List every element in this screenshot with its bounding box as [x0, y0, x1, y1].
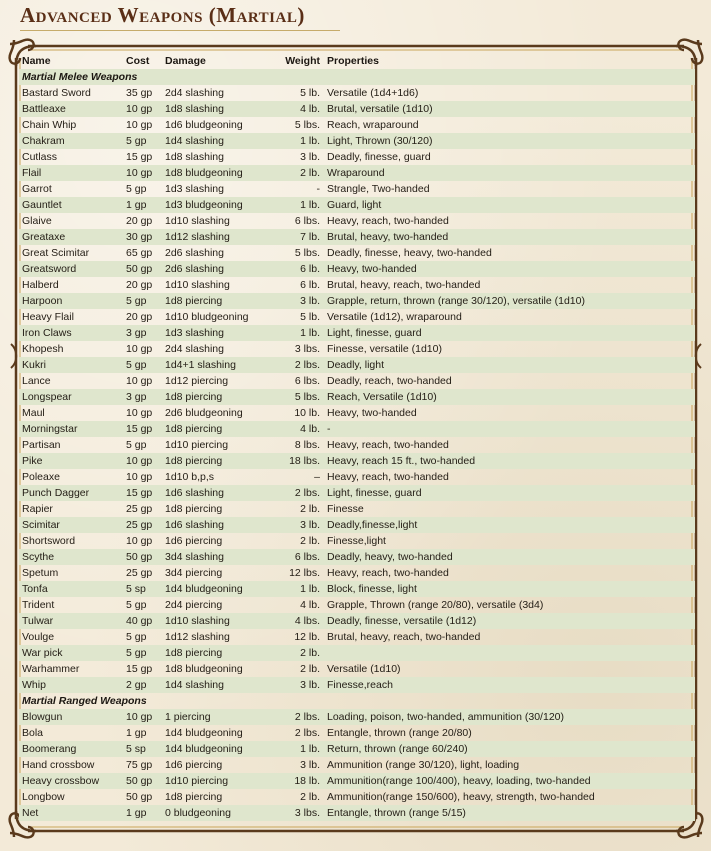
cell-cost: 15 gp: [126, 663, 153, 675]
cell-properties: Heavy, reach 15 ft., two-handed: [327, 455, 476, 467]
cell-weight: 1 lb.: [300, 199, 320, 211]
cell-weight: 6 lbs.: [294, 551, 320, 563]
cell-weight: 5 lbs.: [294, 391, 320, 403]
cell-damage: 1d8 slashing: [165, 151, 224, 163]
cell-cost: 10 gp: [126, 167, 153, 179]
cell-weight: -: [316, 183, 320, 195]
cell-damage: 2d6 slashing: [165, 263, 224, 275]
table-row: [19, 741, 695, 757]
table-row: [19, 197, 695, 213]
cell-damage: 1d10 slashing: [165, 615, 230, 627]
table-row: [19, 501, 695, 517]
cell-name: Lance: [22, 375, 51, 387]
cell-properties: Deadly, heavy, two-handed: [327, 551, 453, 563]
table-row: [19, 757, 695, 773]
cell-weight: 1 lb.: [300, 135, 320, 147]
cell-cost: 1 gp: [126, 807, 147, 819]
cell-weight: 1 lb.: [300, 583, 320, 595]
table-row: [19, 661, 695, 677]
table-row: [19, 805, 695, 821]
cell-name: Shortsword: [22, 535, 76, 547]
page-title: Advanced Weapons (Martial): [20, 3, 305, 27]
cell-cost: 75 gp: [126, 759, 153, 771]
table-row: [19, 293, 695, 309]
cell-properties: Guard, light: [327, 199, 382, 211]
cell-damage: 1d4+1 slashing: [165, 359, 236, 371]
cell-damage: 2d4 piercing: [165, 599, 223, 611]
cell-name: Punch Dagger: [22, 487, 90, 499]
cell-name: Cutlass: [22, 151, 58, 163]
cell-weight: 6 lb.: [300, 279, 320, 291]
cell-properties: Deadly, reach, two-handed: [327, 375, 452, 387]
cell-damage: 1d8 piercing: [165, 791, 223, 803]
cell-cost: 40 gp: [126, 615, 153, 627]
cell-properties: Grapple, return, thrown (range 30/120), versatile (1d10): [327, 295, 585, 307]
cell-damage: 1d8 piercing: [165, 503, 223, 515]
cell-properties: Light, Thrown (30/120): [327, 135, 433, 147]
cell-weight: 2 lb.: [300, 535, 320, 547]
cell-cost: 5 gp: [126, 135, 147, 147]
cell-properties: Light, finesse, guard: [327, 327, 422, 339]
cell-damage: 1d10 slashing: [165, 279, 230, 291]
cell-name: Tulwar: [22, 615, 54, 627]
cell-damage: 1d6 piercing: [165, 759, 223, 771]
cell-weight: 12 lb.: [294, 631, 320, 643]
cell-properties: Deadly, finesse, versatile (1d12): [327, 615, 477, 627]
cell-cost: 50 gp: [126, 263, 153, 275]
cell-cost: 50 gp: [126, 791, 153, 803]
cell-cost: 10 gp: [126, 535, 153, 547]
cell-properties: Versatile (1d12), wraparound: [327, 311, 462, 323]
cell-damage: 1d4 slashing: [165, 135, 224, 147]
cell-damage: 1d4 slashing: [165, 679, 224, 691]
cell-weight: 1 lb.: [300, 327, 320, 339]
table-row: [19, 373, 695, 389]
cell-weight: 3 lb.: [300, 759, 320, 771]
cell-damage: 1d10 bludgeoning: [165, 311, 249, 323]
cell-damage: 1d8 piercing: [165, 423, 223, 435]
table-row: [19, 181, 695, 197]
cell-name: Bastard Sword: [22, 87, 91, 99]
cell-weight: 3 lb.: [300, 519, 320, 531]
cell-damage: 1d10 slashing: [165, 215, 230, 227]
table-row: [19, 629, 695, 645]
cell-properties: Deadly, light: [327, 359, 385, 371]
cell-properties: Brutal, heavy, reach, two-handed: [327, 631, 481, 643]
table-row: [19, 149, 695, 165]
cell-cost: 1 gp: [126, 727, 147, 739]
cell-cost: 3 gp: [126, 391, 147, 403]
cell-properties: Loading, poison, two-handed, ammunition (30/120): [327, 711, 564, 723]
column-header-name: Name: [22, 54, 51, 67]
cell-properties: Light, finesse, guard: [327, 487, 422, 499]
table-row: [19, 549, 695, 565]
cell-properties: Brutal, heavy, two-handed: [327, 231, 449, 243]
table-header-row: [19, 52, 695, 69]
cell-properties: Entangle, thrown (range 5/15): [327, 807, 466, 819]
cell-damage: 1d8 bludgeoning: [165, 663, 243, 675]
cell-properties: Heavy, reach, two-handed: [327, 215, 449, 227]
cell-cost: 10 gp: [126, 407, 153, 419]
table-row: [19, 117, 695, 133]
cell-name: War pick: [22, 647, 63, 659]
table-row: [19, 773, 695, 789]
cell-damage: 0 bludgeoning: [165, 807, 231, 819]
cell-name: Chakram: [22, 135, 65, 147]
section-header-row: [19, 69, 695, 85]
table-row: [19, 789, 695, 805]
cell-weight: 5 lb.: [300, 311, 320, 323]
cell-weight: 4 lb.: [300, 103, 320, 115]
cell-name: Voulge: [22, 631, 55, 643]
cell-weight: 2 lbs.: [294, 487, 320, 499]
cell-name: Heavy crossbow: [22, 775, 100, 787]
cell-cost: 50 gp: [126, 551, 153, 563]
cell-name: Kukri: [22, 359, 46, 371]
cell-properties: Wraparound: [327, 167, 385, 179]
cell-weight: 6 lbs.: [294, 215, 320, 227]
cell-weight: 10 lb.: [294, 407, 320, 419]
cell-damage: 2d4 slashing: [165, 343, 224, 355]
cell-properties: [324, 645, 695, 661]
cell-cost: 65 gp: [126, 247, 153, 259]
table-row: [19, 341, 695, 357]
cell-weight: 12 lbs.: [289, 567, 320, 579]
cell-properties: Ammunition (range 30/120), light, loading: [327, 759, 520, 771]
title-underline: [20, 30, 340, 31]
cell-name: Greataxe: [22, 231, 66, 243]
cell-properties: Heavy, reach, two-handed: [327, 567, 449, 579]
cell-name: Great Scimitar: [22, 247, 90, 259]
cell-weight: 5 lbs.: [294, 247, 320, 259]
cell-cost: 15 gp: [126, 487, 153, 499]
cell-properties: Finesse: [327, 503, 364, 515]
table-row: [19, 357, 695, 373]
cell-name: Longspear: [22, 391, 72, 403]
table-row: [19, 389, 695, 405]
cell-name: Blowgun: [22, 711, 63, 723]
column-header-damage: Damage: [165, 54, 206, 67]
cell-name: Halberd: [22, 279, 59, 291]
cell-weight: 2 lbs.: [294, 359, 320, 371]
cell-weight: 3 lbs.: [294, 807, 320, 819]
cell-properties: Entangle, thrown (range 20/80): [327, 727, 472, 739]
cell-cost: 10 gp: [126, 103, 153, 115]
table-row: [19, 277, 695, 293]
cell-properties: Return, thrown (range 60/240): [327, 743, 468, 755]
cell-damage: 1d10 piercing: [165, 439, 229, 451]
cell-name: Glaive: [22, 215, 52, 227]
cell-damage: 1d6 piercing: [165, 535, 223, 547]
cell-damage: 1d6 slashing: [165, 519, 224, 531]
cell-properties: Versatile (1d10): [327, 663, 401, 675]
cell-name: Poleaxe: [22, 471, 60, 483]
cell-properties: Finesse,light: [327, 535, 386, 547]
cell-damage: 1d4 bludgeoning: [165, 583, 243, 595]
cell-damage: 1d12 slashing: [165, 231, 230, 243]
cell-cost: 5 gp: [126, 599, 147, 611]
cell-damage: 2d6 bludgeoning: [165, 407, 243, 419]
table-row: [19, 405, 695, 421]
cell-weight: 2 lb.: [300, 167, 320, 179]
cell-damage: 1d4 bludgeoning: [165, 743, 243, 755]
cell-damage: 1d12 slashing: [165, 631, 230, 643]
cell-damage: 2d6 slashing: [165, 247, 224, 259]
cell-name: Trident: [22, 599, 55, 611]
cell-properties: Heavy, two-handed: [327, 263, 417, 275]
table-row: [19, 245, 695, 261]
cell-name: Harpoon: [22, 295, 63, 307]
cell-damage: 1d8 piercing: [165, 455, 223, 467]
cell-weight: 2 lb.: [300, 791, 320, 803]
cell-name: Boomerang: [22, 743, 77, 755]
table-frame: [14, 44, 698, 833]
cell-weight: 5 lbs.: [294, 119, 320, 131]
cell-properties: Finesse, versatile (1d10): [327, 343, 442, 355]
cell-cost: 30 gp: [126, 231, 153, 243]
cell-name: Scythe: [22, 551, 55, 563]
cell-weight: 2 lb.: [300, 647, 320, 659]
cell-properties: Block, finesse, light: [327, 583, 417, 595]
cell-damage: 1d8 slashing: [165, 103, 224, 115]
table-row: [19, 101, 695, 117]
cell-properties: Heavy, reach, two-handed: [327, 439, 449, 451]
cell-weight: 1 lb.: [300, 743, 320, 755]
cell-weight: –: [314, 471, 320, 483]
section-label: Martial Melee Weapons: [22, 71, 138, 83]
cell-damage: 1d3 slashing: [165, 327, 224, 339]
table-row: [19, 85, 695, 101]
cell-name: Scimitar: [22, 519, 60, 531]
cell-weight: 3 lb.: [300, 295, 320, 307]
cell-weight: 7 lb.: [300, 231, 320, 243]
cell-name: Iron Claws: [22, 327, 72, 339]
cell-cost: 5 gp: [126, 295, 147, 307]
cell-properties: Heavy, two-handed: [327, 407, 417, 419]
cell-cost: 5 gp: [126, 359, 147, 371]
cell-weight: 6 lb.: [300, 263, 320, 275]
cell-properties: Deadly, finesse, guard: [327, 151, 431, 163]
table-row: [19, 261, 695, 277]
cell-damage: 1 piercing: [165, 711, 211, 723]
cell-cost: 5 gp: [126, 439, 147, 451]
table-row: [19, 709, 695, 725]
cell-cost: 5 sp: [126, 583, 146, 595]
cell-properties: Versatile (1d4+1d6): [327, 87, 419, 99]
cell-properties: Deadly, finesse, heavy, two-handed: [327, 247, 492, 259]
cell-weight: 2 lb.: [300, 663, 320, 675]
cell-cost: 15 gp: [126, 423, 153, 435]
table-row: [19, 453, 695, 469]
cell-name: Pike: [22, 455, 43, 467]
cell-weight: 5 lb.: [300, 87, 320, 99]
cell-cost: 25 gp: [126, 567, 153, 579]
cell-cost: 20 gp: [126, 311, 153, 323]
table-row: [19, 133, 695, 149]
cell-name: Partisan: [22, 439, 61, 451]
section-header-row: [19, 693, 695, 709]
cell-damage: 1d8 piercing: [165, 295, 223, 307]
cell-weight: 2 lbs.: [294, 711, 320, 723]
cell-damage: 1d12 piercing: [165, 375, 229, 387]
table-row: [19, 517, 695, 533]
cell-weight: 6 lbs.: [294, 375, 320, 387]
cell-damage: 1d3 slashing: [165, 183, 224, 195]
cell-weight: 4 lb.: [300, 423, 320, 435]
cell-name: Hand crossbow: [22, 759, 95, 771]
column-header-cost: Cost: [126, 54, 150, 67]
cell-damage: 1d8 piercing: [165, 647, 223, 659]
cell-name: Khopesh: [22, 343, 64, 355]
table-row: [19, 309, 695, 325]
weapons-table-body: [19, 69, 695, 821]
cell-name: Flail: [22, 167, 42, 179]
cell-properties: Ammunition(range 150/600), heavy, strength, two-handed: [327, 791, 595, 803]
cell-cost: 5 gp: [126, 647, 147, 659]
cell-properties: Ammunition(range 100/400), heavy, loading, two-handed: [327, 775, 591, 787]
table-row: [19, 677, 695, 693]
table-row: [19, 421, 695, 437]
table-row: [19, 645, 695, 661]
cell-name: Rapier: [22, 503, 53, 515]
cell-damage: 1d6 slashing: [165, 487, 224, 499]
cell-cost: 25 gp: [126, 519, 153, 531]
table-row: [19, 581, 695, 597]
cell-properties: Finesse,reach: [327, 679, 393, 691]
column-header-properties: Properties: [327, 54, 379, 67]
table-row: [19, 213, 695, 229]
cell-properties: Brutal, heavy, reach, two-handed: [327, 279, 481, 291]
cell-properties: Heavy, reach, two-handed: [327, 471, 449, 483]
cell-damage: 1d4 bludgeoning: [165, 727, 243, 739]
cell-cost: 10 gp: [126, 455, 153, 467]
cell-damage: 1d6 bludgeoning: [165, 119, 243, 131]
cell-name: Chain Whip: [22, 119, 77, 131]
cell-weight: 2 lbs.: [294, 727, 320, 739]
cell-damage: 1d8 bludgeoning: [165, 167, 243, 179]
cell-cost: 35 gp: [126, 87, 153, 99]
column-header-weight: Weight: [285, 54, 320, 67]
cell-properties: Grapple, Thrown (range 20/80), versatile (3d4): [327, 599, 544, 611]
cell-damage: 3d4 piercing: [165, 567, 223, 579]
cell-damage: 2d4 slashing: [165, 87, 224, 99]
cell-cost: 25 gp: [126, 503, 153, 515]
cell-name: Tonfa: [22, 583, 48, 595]
cell-weight: 3 lbs.: [294, 343, 320, 355]
table-row: [19, 437, 695, 453]
cell-name: Warhammer: [22, 663, 80, 675]
cell-cost: 10 gp: [126, 119, 153, 131]
table-row: [19, 613, 695, 629]
table-row: [19, 597, 695, 613]
cell-name: Net: [22, 807, 39, 819]
cell-properties: Deadly,finesse,light: [327, 519, 418, 531]
table-row: [19, 725, 695, 741]
table-row: [19, 485, 695, 501]
cell-cost: 5 gp: [126, 631, 147, 643]
cell-name: Gauntlet: [22, 199, 62, 211]
cell-cost: 50 gp: [126, 775, 153, 787]
cell-name: Garrot: [22, 183, 52, 195]
cell-damage: 1d8 piercing: [165, 391, 223, 403]
table-row: [19, 565, 695, 581]
table-row: [19, 325, 695, 341]
cell-name: Maul: [22, 407, 45, 419]
cell-damage: 1d10 b,p,s: [165, 471, 215, 483]
cell-weight: 8 lbs.: [294, 439, 320, 451]
cell-weight: 4 lbs.: [294, 615, 320, 627]
cell-weight: 4 lb.: [300, 599, 320, 611]
cell-name: Battleaxe: [22, 103, 66, 115]
cell-damage: 1d10 piercing: [165, 775, 229, 787]
cell-properties: Strangle, Two-handed: [327, 183, 430, 195]
cell-cost: 5 sp: [126, 743, 146, 755]
cell-cost: 20 gp: [126, 215, 153, 227]
table-row: [19, 229, 695, 245]
cell-weight: 18 lbs.: [289, 455, 320, 467]
cell-name: Morningstar: [22, 423, 78, 435]
cell-damage: 1d3 bludgeoning: [165, 199, 243, 211]
cell-name: Longbow: [22, 791, 65, 803]
cell-damage: 3d4 slashing: [165, 551, 224, 563]
cell-cost: 5 gp: [126, 183, 147, 195]
cell-cost: 10 gp: [126, 375, 153, 387]
cell-weight: 3 lb.: [300, 679, 320, 691]
cell-name: Greatsword: [22, 263, 77, 275]
cell-cost: 1 gp: [126, 199, 147, 211]
cell-properties: Reach, wraparound: [327, 119, 419, 131]
cell-weight: 3 lb.: [300, 151, 320, 163]
cell-properties: Brutal, versatile (1d10): [327, 103, 433, 115]
weapons-table: [19, 52, 695, 821]
cell-weight: 2 lb.: [300, 503, 320, 515]
cell-cost: 2 gp: [126, 679, 147, 691]
cell-weight: 18 lb.: [294, 775, 320, 787]
cell-name: Spetum: [22, 567, 59, 579]
cell-name: Whip: [22, 679, 46, 691]
table-row: [19, 533, 695, 549]
cell-properties: Reach, Versatile (1d10): [327, 391, 437, 403]
cell-cost: 15 gp: [126, 151, 153, 163]
cell-cost: 10 gp: [126, 343, 153, 355]
cell-cost: 10 gp: [126, 711, 153, 723]
table-row: [19, 165, 695, 181]
table-row: [19, 469, 695, 485]
cell-cost: 20 gp: [126, 279, 153, 291]
section-label: Martial Ranged Weapons: [22, 695, 147, 707]
cell-cost: 3 gp: [126, 327, 147, 339]
cell-cost: 10 gp: [126, 471, 153, 483]
cell-properties: -: [327, 423, 331, 435]
cell-name: Bola: [22, 727, 44, 739]
cell-name: Heavy Flail: [22, 311, 74, 323]
